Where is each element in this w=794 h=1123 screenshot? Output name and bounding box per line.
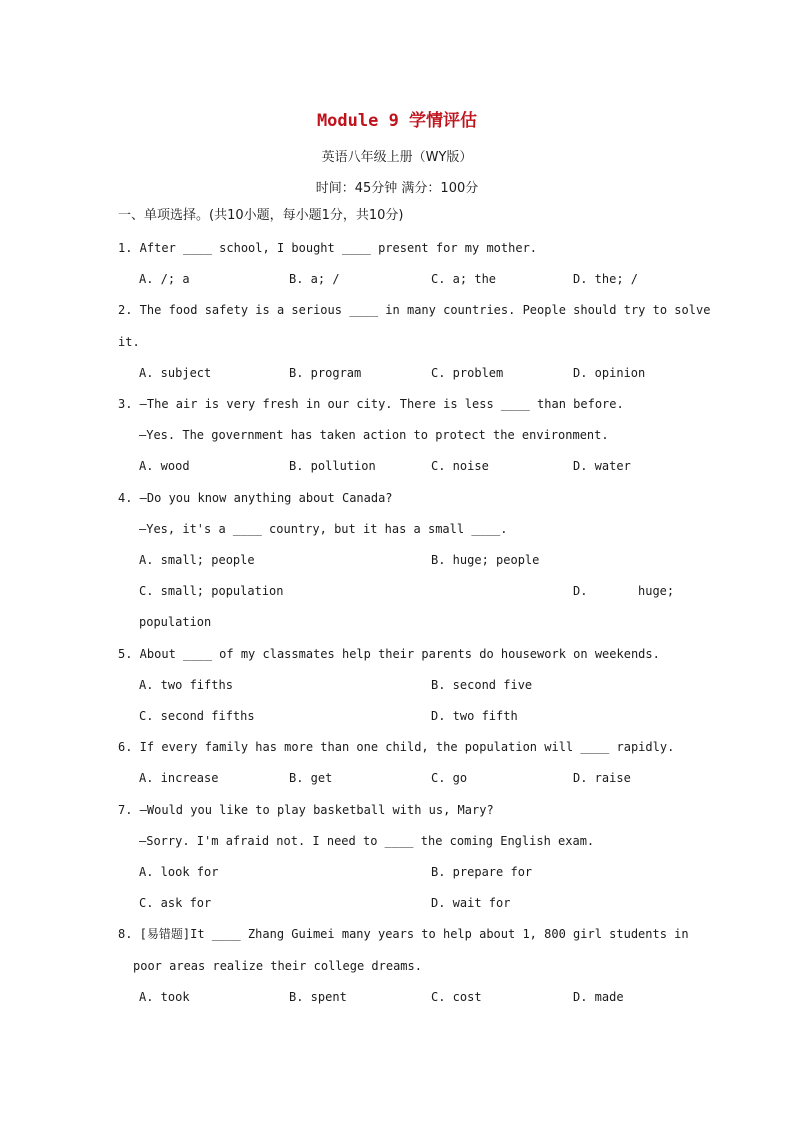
question-3-option-b: B. pollution	[289, 459, 376, 473]
question-6-option-a: A. increase	[139, 771, 219, 785]
section-heading: 一、单项选择。(共10小题，每小题1分，共10分)	[118, 208, 404, 223]
question-3-stem: 3. —The air is very fresh in our city. There is less ____ than before.	[118, 397, 624, 411]
question-2-stem: 2. The food safety is a serious ____ in many countries. People should try to solve	[118, 303, 711, 317]
question-4-option-d: D.	[573, 584, 588, 598]
question-7-option-c: C. ask for	[139, 896, 212, 910]
question-8-option-c: C. cost	[431, 990, 482, 1004]
question-1-option-c: C. a; the	[431, 272, 497, 286]
question-3-option-a: A. wood	[139, 459, 190, 473]
question-4-stem: 4. —Do you know anything about Canada?	[118, 491, 393, 505]
question-7-stem-cont: —Sorry. I'm afraid not. I need to ____ the coming English exam.	[139, 834, 595, 848]
question-4-option-d-cont: population	[139, 615, 212, 629]
question-4-option-c: C. small; population	[139, 584, 284, 598]
question-4-option-b: B. huge; people	[431, 553, 540, 567]
question-3-stem-cont: —Yes. The government has taken action to protect the environment.	[139, 428, 609, 442]
question-1-option-b: B. a; /	[289, 272, 340, 286]
question-2-option-d: D. opinion	[573, 366, 646, 380]
question-5-stem: 5. About ____ of my classmates help their parents do housework on weekends.	[118, 647, 660, 661]
time-info: 时间：45分钟 满分：100分	[315, 181, 479, 196]
question-2-option-c: C. problem	[431, 366, 504, 380]
question-5-option-b: B. second five	[431, 678, 533, 692]
question-6-option-b: B. get	[289, 771, 333, 785]
question-2-stem-cont: it.	[118, 335, 140, 349]
question-6-option-d: D. raise	[573, 771, 631, 785]
question-8-option-a: A. took	[139, 990, 190, 1004]
question-7-option-d: D. wait for	[431, 896, 511, 910]
question-7-option-b: B. prepare for	[431, 865, 533, 879]
question-2-option-a: A. subject	[139, 366, 212, 380]
question-2-option-b: B. program	[289, 366, 362, 380]
page-subtitle: 英语八年级上册（WY版）	[321, 150, 473, 165]
question-6-option-c: C. go	[431, 771, 468, 785]
question-1-stem: 1. After ____ school, I bought ____ present for my mother.	[118, 241, 538, 255]
question-1-option-a: A. /; a	[139, 272, 190, 286]
question-4-option-a: A. small; people	[139, 553, 255, 567]
question-5-option-c: C. second fifths	[139, 709, 255, 723]
question-5-option-a: A. two fifths	[139, 678, 233, 692]
question-7-option-a: A. look for	[139, 865, 219, 879]
question-8-stem-cont: poor areas realize their college dreams.	[133, 959, 422, 973]
question-8-option-b: B. spent	[289, 990, 347, 1004]
question-4-stem-cont: —Yes, it's a ____ country, but it has a small ____.	[139, 522, 508, 536]
question-1-option-d: D. the; /	[573, 272, 639, 286]
question-8-stem: 8. [易错题]It ____ Zhang Guimei many years to help about 1, 800 girl students in	[118, 927, 689, 941]
question-4-option-d-text: huge;	[638, 584, 675, 598]
question-7-stem: 7. —Would you like to play basketball with us, Mary?	[118, 803, 494, 817]
question-6-stem: 6. If every family has more than one child, the population will ____ rapidly.	[118, 740, 675, 754]
page-title: Module 9 学情评估	[316, 111, 478, 131]
question-8-option-d: D. made	[573, 990, 624, 1004]
question-5-option-d: D. two fifth	[431, 709, 518, 723]
question-3-option-c: C. noise	[431, 459, 489, 473]
question-3-option-d: D. water	[573, 459, 631, 473]
